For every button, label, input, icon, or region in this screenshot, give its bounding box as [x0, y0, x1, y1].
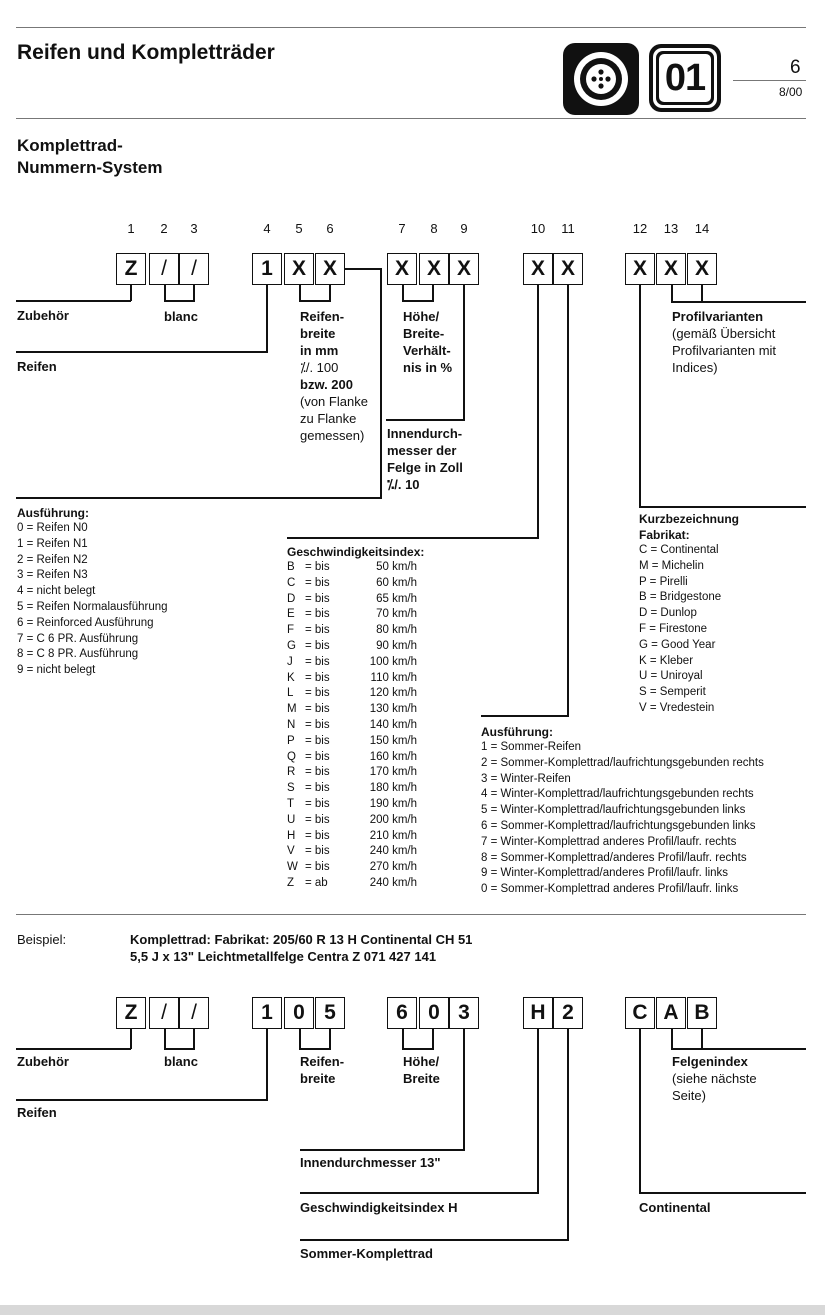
label-reifenbreite: Reifen- breite in mm ⁒/. 100 bzw. 200 (von Flanke zu Flanke gemessen) [300, 309, 368, 443]
list-item: 7 = C 6 PR. Ausführung [17, 632, 139, 645]
connector-line [16, 351, 268, 353]
list-item: 8 = C 8 PR. Ausführung [17, 648, 139, 661]
example-box: C [625, 997, 655, 1029]
position-number: 14 [694, 221, 710, 236]
speed-letter: E [287, 608, 295, 621]
connector-line [345, 268, 381, 270]
scheme-box: X [625, 253, 655, 285]
connector-line [567, 285, 569, 716]
speed-index-row [287, 718, 424, 734]
list-item: C = Continental [639, 544, 719, 556]
speed-value: 140 km/h [369, 718, 417, 731]
scheme-box: X [523, 253, 553, 285]
example-box: H [523, 997, 553, 1029]
connector-line [16, 1099, 268, 1101]
category-badge: 01 [649, 44, 721, 112]
scheme-box: X [315, 253, 345, 285]
speed-letter: N [287, 718, 296, 731]
speed-value: 170 km/h [369, 766, 417, 779]
speed-index-row [287, 797, 424, 813]
speed-index-row [287, 844, 424, 860]
connector-line [463, 1029, 465, 1150]
speed-value: 240 km/h [369, 845, 417, 858]
section-title: Komplettrad- Nummern-System [17, 136, 163, 177]
list-item: 2 = Sommer-Komplettrad/laufrichtungsgebunden rechts [481, 756, 764, 769]
list-item: K = Kleber [639, 654, 694, 667]
scheme-box: X [449, 253, 479, 285]
list-item: 6 = Reinforced Ausführung [17, 616, 154, 629]
connector-line [266, 285, 268, 352]
connector-line [130, 1029, 132, 1049]
speed-index-row [287, 750, 424, 766]
speed-relation: = bis [305, 655, 330, 668]
connector-line [701, 285, 703, 302]
connector-line [193, 285, 195, 301]
kurzbezeichnung-list: Kurzbezeichnung Fabrikat: C = Continental M = Michelin P = Pirelli B = Bridgestone D = Dunlop F = Firestone G = Good Year K = Kleber U = Uniroyal S = Semperit V = Vredestein [639, 511, 739, 717]
speed-value: 90 km/h [376, 639, 417, 652]
list-item: 4 = Winter-Komplettrad/laufrichtungsgebunden rechts [481, 788, 754, 801]
connector-line [671, 301, 806, 303]
label-profilvarianten: Profilvarianten (gemäß Übersicht Profilvarianten mit Indices) [672, 309, 777, 375]
connector-line [299, 1029, 301, 1049]
speed-index-row [287, 607, 424, 623]
connector-line [432, 285, 434, 301]
connector-line [329, 285, 331, 301]
scheme-box: Z [116, 253, 146, 285]
position-number: 8 [430, 221, 438, 236]
speed-relation: = bis [305, 608, 330, 621]
connector-line [671, 1048, 806, 1050]
connector-line [432, 1029, 434, 1049]
speed-value: 210 km/h [369, 829, 417, 842]
position-number: 3 [190, 221, 198, 236]
speed-value: 60 km/h [376, 576, 417, 589]
connector-line [639, 1029, 641, 1193]
list-item: B = Bridgestone [639, 591, 722, 604]
speed-index-row [287, 829, 424, 845]
speed-letter: Q [287, 750, 296, 763]
example-description: Komplettrad: Fabrikat: 205/60 R 13 H Continental CH 51 5,5 J x 13" Leichtmetallfelge Centra Z 071 427 141 [130, 932, 473, 964]
speed-letter: C [287, 576, 296, 589]
connector-line [300, 1149, 465, 1151]
scheme-box: X [387, 253, 417, 285]
connector-line [481, 715, 569, 717]
speed-index-row [287, 560, 424, 576]
scheme-box: X [553, 253, 583, 285]
example-box: 1 [252, 997, 282, 1029]
position-number: 7 [398, 221, 406, 236]
speed-relation: = bis [305, 703, 330, 716]
speed-relation: = bis [305, 734, 330, 747]
label-reifen: Reifen [17, 359, 57, 374]
speed-letter: M [287, 703, 297, 716]
speed-index-table: Geschwindigkeitsindex: B = bis 50 km/h C = bis 60 km/h D = bis 65 km/h E = bis 70 km/h F = bis 80 km/h G = bis 90 km/h J = bis 100 km/h K = bis 110 km/h L = bis 120 km/h M = bis 130 km/h N = bis 140 km/h P = bis 150 km/h Q = bis 160 km/h R = bis 170 km/h S = bis 180 km/h T = bis 190 km/h U = bis 200 km/h H = bis 210 km/h V = bis 240 km/h W = bis 270 km/h Z = ab 240 km/h [287, 544, 424, 892]
example-label-innendurchmesser: Innendurchmesser 13" [300, 1155, 441, 1170]
connector-line [463, 285, 465, 420]
example-box: 2 [553, 997, 583, 1029]
speed-letter: W [287, 861, 298, 874]
example-label-reifen: Reifen [17, 1105, 57, 1120]
example-box: A [656, 997, 686, 1029]
speed-index-row [287, 734, 424, 750]
speed-letter: R [287, 766, 296, 779]
list-item: 5 = Reifen Normalausführung [17, 600, 168, 613]
speed-index-row [287, 876, 424, 892]
speed-value: 200 km/h [369, 813, 417, 826]
speed-relation: = bis [305, 718, 330, 731]
connector-line [164, 1029, 166, 1049]
list-item: 4 = nicht belegt [17, 585, 96, 598]
list-item: F = Firestone [639, 622, 708, 635]
speed-index-row [287, 702, 424, 718]
connector-line [299, 300, 331, 302]
scheme-box: / [149, 253, 179, 285]
section-divider [16, 914, 806, 915]
example-box: 0 [284, 997, 314, 1029]
connector-line [16, 497, 382, 499]
list-item: 3 = Winter-Reifen [481, 772, 571, 785]
connector-line [567, 1029, 569, 1240]
list-item: 8 = Sommer-Komplettrad/anderes Profil/laufr. rechts [481, 851, 747, 864]
position-number: 13 [663, 221, 679, 236]
speed-letter: H [287, 829, 296, 842]
speed-relation: = bis [305, 687, 330, 700]
connector-line [287, 537, 539, 539]
connector-line [16, 300, 131, 302]
speed-letter: J [287, 655, 293, 668]
example-label-felgenindex: Felgenindex (siehe nächste Seite) [672, 1054, 757, 1103]
speed-value: 270 km/h [369, 861, 417, 874]
connector-line [130, 285, 132, 301]
connector-line [193, 1029, 195, 1049]
speed-letter: V [287, 845, 295, 858]
connector-line [671, 1029, 673, 1049]
speed-relation: = bis [305, 813, 330, 826]
connector-line [16, 1048, 131, 1050]
page-title: Reifen und Kompletträder [17, 41, 275, 64]
speed-letter: U [287, 813, 296, 826]
speed-relation: = bis [305, 576, 330, 589]
position-number: 2 [160, 221, 168, 236]
position-number: 12 [632, 221, 648, 236]
connector-line [671, 285, 673, 302]
speed-index-row [287, 765, 424, 781]
example-box: 0 [419, 997, 449, 1029]
connector-line [164, 285, 166, 301]
connector-line [164, 300, 195, 302]
speed-letter: S [287, 782, 295, 795]
speed-value: 190 km/h [369, 797, 417, 810]
connector-line [299, 1048, 331, 1050]
speed-letter: G [287, 639, 296, 652]
list-item: 0 = Sommer-Komplettrad anderes Profil/laufr. links [481, 883, 739, 896]
speed-index-row [287, 860, 424, 876]
connector-line [537, 285, 539, 538]
connector-line [402, 1048, 434, 1050]
speed-index-row [287, 623, 424, 639]
speed-letter: K [287, 671, 295, 684]
example-label-zubehoer: Zubehör [17, 1054, 69, 1069]
example-label-geschwindigkeitsindex: Geschwindigkeitsindex H [300, 1200, 458, 1215]
label-hoehe-breite: Höhe/ Breite- Verhält- nis in % [403, 309, 453, 375]
speed-value: 50 km/h [376, 561, 417, 573]
page-number: 6 [790, 57, 801, 78]
speed-letter: B [287, 561, 295, 573]
connector-line [386, 419, 465, 421]
speed-relation: = bis [305, 750, 330, 763]
label-blanc: blanc [164, 309, 198, 324]
connector-line [402, 1029, 404, 1049]
example-box: 5 [315, 997, 345, 1029]
speed-letter: F [287, 624, 295, 637]
speed-relation: = bis [305, 861, 330, 874]
speed-value: 130 km/h [369, 703, 417, 716]
speed-relation: = bis [305, 671, 330, 684]
list-item: 7 = Winter-Komplettrad anderes Profil/laufr. rechts [481, 835, 737, 848]
speed-relation: = bis [305, 766, 330, 779]
list-item: 1 = Reifen N1 [17, 537, 88, 550]
speed-value: 100 km/h [369, 655, 417, 668]
speed-index-row [287, 671, 424, 687]
speed-value: 70 km/h [376, 608, 417, 621]
bottom-edge [0, 1305, 825, 1315]
top-rule [16, 27, 806, 28]
connector-line [164, 1048, 195, 1050]
connector-line [639, 506, 806, 508]
list-item: 0 = Reifen N0 [17, 522, 88, 534]
page-number-rule [733, 80, 806, 81]
example-label-blanc: blanc [164, 1054, 198, 1069]
speed-relation: = bis [305, 592, 330, 605]
speed-index-row [287, 813, 424, 829]
scheme-box: X [419, 253, 449, 285]
speed-relation: = bis [305, 561, 330, 573]
speed-index-row [287, 639, 424, 655]
position-number: 11 [561, 221, 575, 236]
speed-value: 180 km/h [369, 782, 417, 795]
connector-line [639, 285, 641, 507]
speed-letter: P [287, 734, 295, 747]
example-label-sommer-komplettrad: Sommer-Komplettrad [300, 1246, 433, 1261]
connector-line [300, 1239, 569, 1241]
speed-index-row [287, 686, 424, 702]
example-box: / [179, 997, 209, 1029]
tire-icon [563, 43, 639, 115]
speed-relation: = bis [305, 639, 330, 652]
speed-index-row [287, 576, 424, 592]
example-box: / [149, 997, 179, 1029]
connector-line [537, 1029, 539, 1193]
speed-letter: Z [287, 876, 295, 889]
position-number: 4 [263, 221, 271, 236]
header-bottom-rule [16, 118, 806, 119]
list-item: V = Vredestein [639, 701, 715, 714]
list-item: S = Semperit [639, 686, 706, 699]
speed-value: 240 km/h [369, 876, 417, 889]
ausfuehrung-right-list: Ausführung: 1 = Sommer-Reifen 2 = Sommer-Komplettrad/laufrichtungsgebunden rechts 3 = Winter-Reifen 4 = Winter-Komplettrad/laufrichtungsgebunden rechts 5 = Winter-Komplettrad/laufrichtungsgebunden links 6 = Sommer-Komplettrad/laufrichtungsgebunden links 7 = Winter-Komplettrad anderes Profil/laufr. rechts 8 = Sommer-Komplettrad/anderes Profil/laufr. rechts 9 = Winter-Komplettrad/anderes Profil/laufr. links 0 = Sommer-Komplettrad anderes Profil/laufr. links [481, 724, 764, 898]
list-item: 1 = Sommer-Reifen [481, 741, 582, 753]
scheme-box: X [687, 253, 717, 285]
example-box: 3 [449, 997, 479, 1029]
label-zubehoer: Zubehör [17, 308, 69, 323]
connector-line [300, 1192, 539, 1194]
scheme-box: X [656, 253, 686, 285]
speed-index-row [287, 655, 424, 671]
example-box: Z [116, 997, 146, 1029]
list-item: D = Dunlop [639, 607, 697, 620]
speed-relation: = bis [305, 845, 330, 858]
example-label: Beispiel: [17, 932, 67, 947]
list-item: 6 = Sommer-Komplettrad/laufrichtungsgebunden links [481, 819, 756, 832]
position-number: 6 [326, 221, 334, 236]
list-item: 5 = Winter-Komplettrad/laufrichtungsgebunden links [481, 804, 746, 817]
ausfuehrung-left-list: Ausführung: 0 = Reifen N0 1 = Reifen N1 2 = Reifen N2 3 = Reifen N3 4 = nicht belegt 5 = Reifen Normalausführung 6 = Reinforced Ausführung 7 = C 6 PR. Ausführung 8 = C 8 PR. Ausführung 9 = nicht belegt [17, 505, 168, 679]
example-label-continental: Continental [639, 1200, 711, 1215]
connector-line [402, 300, 434, 302]
speed-letter: T [287, 797, 295, 810]
speed-value: 110 km/h [370, 671, 417, 684]
connector-line [701, 1029, 703, 1049]
scheme-box: 1 [252, 253, 282, 285]
list-item: 9 = Winter-Komplettrad/anderes Profil/laufr. links [481, 867, 729, 880]
connector-line [299, 285, 301, 301]
speed-index-row [287, 781, 424, 797]
example-box: B [687, 997, 717, 1029]
list-item: G = Good Year [639, 638, 716, 651]
list-item: U = Uniroyal [639, 670, 703, 683]
list-item: 3 = Reifen N3 [17, 569, 88, 582]
speed-relation: = bis [305, 829, 330, 842]
list-item: 2 = Reifen N2 [17, 553, 88, 566]
connector-line [329, 1029, 331, 1049]
position-number: 9 [460, 221, 468, 236]
speed-index-row [287, 592, 424, 608]
scheme-box: X [284, 253, 314, 285]
speed-relation: = ab [305, 876, 328, 889]
list-item: P = Pirelli [639, 575, 688, 588]
speed-value: 80 km/h [376, 624, 417, 637]
list-item: 9 = nicht belegt [17, 664, 96, 677]
speed-value: 120 km/h [369, 687, 417, 700]
example-box: 6 [387, 997, 417, 1029]
speed-relation: = bis [305, 624, 330, 637]
speed-letter: D [287, 592, 296, 605]
example-label-hoehe-breite: Höhe/ Breite [403, 1054, 440, 1086]
speed-relation: = bis [305, 797, 330, 810]
position-number: 10 [530, 221, 546, 236]
speed-value: 160 km/h [369, 750, 417, 763]
speed-relation: = bis [305, 782, 330, 795]
list-item: M = Michelin [639, 559, 704, 572]
position-number: 1 [127, 221, 135, 236]
scheme-box: / [179, 253, 209, 285]
speed-value: 65 km/h [376, 592, 417, 605]
position-number: 5 [295, 221, 303, 236]
connector-line [402, 285, 404, 301]
speed-value: 150 km/h [369, 734, 417, 747]
page-date: 8/00 [779, 85, 803, 99]
connector-line [266, 1029, 268, 1100]
label-innendurchmesser: Innendurch- messer der Felge in Zoll ⁒/. 10 [387, 426, 463, 492]
example-label-reifenbreite: Reifen- breite [300, 1054, 345, 1086]
connector-line [639, 1192, 806, 1194]
connector-line [380, 268, 382, 498]
speed-letter: L [287, 687, 294, 700]
